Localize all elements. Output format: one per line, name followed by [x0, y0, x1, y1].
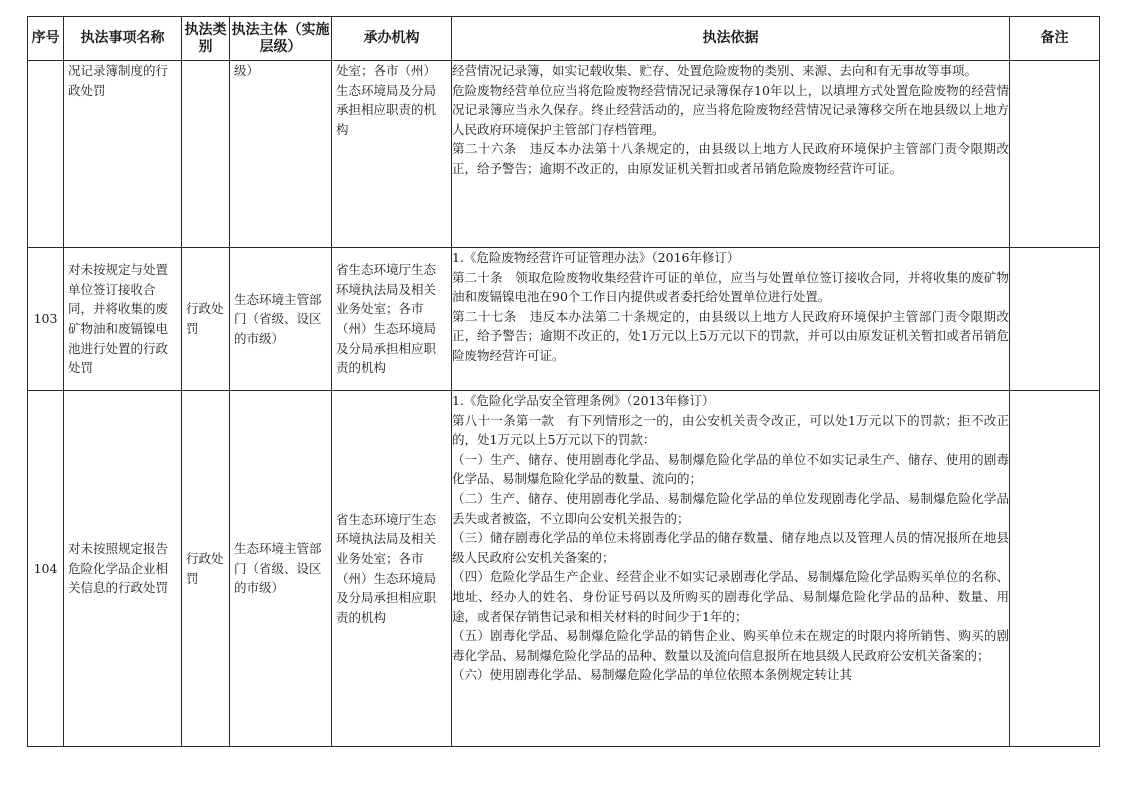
row-no	[28, 61, 64, 248]
row-subject: 生态环境主管部门（省级、设区的市级）	[234, 291, 322, 346]
row-note	[1010, 391, 1100, 747]
basis-paragraph: 经营情况记录簿，如实记载收集、贮存、处置危险废物的类别、来源、去向和有无事故等事项。	[452, 63, 978, 78]
row-org: 省生态环境厅生态环境执法局及相关业务处室；各市（州）生态环境局及分局承担相应职责的机构	[336, 262, 437, 376]
basis-paragraph: （五）剧毒化学品、易制爆危险化学品的销售企业、购买单位未在规定的时限内将所销售、购买的剧毒化学品、易制爆危险化学品的品种、数量以及流向信息报所在地县级人民政府公安机关备案的；	[452, 628, 1009, 663]
basis-paragraph: （六）使用剧毒化学品、易制爆危险化学品的单位依照本条例规定转让其	[452, 667, 853, 683]
basis-paragraph: 第二十六条 违反本办法第十八条规定的，由县级以上地方人民政府环境保护主管部门责令限期改正，给予警告；逾期不改正的，由原发证机关暂扣或者吊销危险废物经营许可证。	[452, 141, 1009, 176]
row-no: 103	[28, 248, 64, 391]
row-basis	[452, 248, 1010, 391]
basis-paragraph: 危险废物经营单位应当将危险废物经营情况记录簿保存10年以上，以填埋方式处置危险废物的经营情况记录簿应当永久保存。终止经营活动的，应当将危险废物经营情况记录簿移交所在地县级以上地方人民政府环境保护主管部门存档管理。	[452, 82, 1009, 137]
row-type: 行政处罚	[186, 550, 224, 586]
basis-paragraph: 第二十七条 违反本办法第二十条规定的，由县级以上地方人民政府环境保护主管部门责令限期改正，给予警告；逾期不改正的，处1万元以上5万元以下的罚款，并可以由原发证机关暂扣或者吊销危险废物经营许可证。	[452, 308, 1009, 363]
col-header-no: 序号	[28, 17, 64, 61]
row-type: 行政处罚	[186, 301, 224, 336]
col-header-subject: 执法主体（实施层级）	[230, 17, 332, 61]
row-name: 对未按规定与处置单位签订接收合同，并将收集的废矿物油和废镉镍电池进行处置的行政处罚	[68, 262, 169, 376]
basis-paragraph: 第八十一条第一款 有下列情形之一的，由公安机关责令改正，可以处1万元以下的罚款；拒不改正的，处1万元以上5万元以下的罚款：	[452, 412, 1009, 448]
row-no: 104	[28, 391, 64, 747]
table-header	[28, 17, 1100, 61]
col-header-type: 执法类别	[182, 17, 230, 61]
basis-paragraph: （二）生产、储存、使用剧毒化学品、易制爆危险化学品的单位发现剧毒化学品、易制爆危险化学品丢失或者被盗，不立即向公安机关报告的；	[452, 490, 1009, 526]
table-row	[28, 248, 1100, 391]
basis-paragraph: 1.《危险化学品安全管理条例》（2013年修订）	[452, 393, 715, 408]
col-header-note: 备注	[1010, 17, 1100, 61]
row-note	[1010, 61, 1100, 248]
row-note	[1010, 248, 1100, 391]
row-basis	[452, 61, 1010, 248]
col-header-org: 承办机构	[332, 17, 452, 61]
basis-paragraph: （四）危险化学品生产企业、经营企业不如实记录剧毒化学品、易制爆危险化学品购买单位的名称、地址、经办人的姓名、身份证号码以及所购买的剧毒化学品、易制爆危险化学品的品种、数量、用途，或者保存销售记录和相关材料的时间少于1年的；	[452, 569, 1009, 624]
table-row	[28, 61, 1100, 248]
enforcement-table	[27, 16, 1100, 747]
row-subject: 级）	[234, 63, 260, 78]
row-name: 对未按照规定报告危险化学品企业相关信息的行政处罚	[68, 541, 169, 596]
row-subject: 生态环境主管部门（省级、设区的市级）	[234, 541, 322, 596]
row-org: 省生态环境厅生态环境执法局及相关业务处室；各市（州）生态环境局及分局承担相应职责的机构	[336, 511, 437, 625]
col-header-name: 执法事项名称	[64, 17, 182, 61]
row-name: 况记录簿制度的行政处罚	[68, 63, 169, 98]
col-header-basis: 执法依据	[452, 17, 1010, 61]
row-org: 处室；各市（州）生态环境局及分局承担相应职责的机构	[336, 63, 437, 137]
basis-paragraph: （三）储存剧毒化学品的单位未将剧毒化学品的储存数量、储存地点以及管理人员的情况报所在地县级人民政府公安机关备案的；	[452, 530, 1009, 565]
basis-paragraph: 1.《危险废物经营许可证管理办法》（2016年修订）	[452, 250, 740, 265]
table-row	[28, 391, 1100, 747]
row-basis	[452, 391, 1010, 747]
basis-paragraph: （一）生产、储存、使用剧毒化学品、易制爆危险化学品的单位不如实记录生产、储存、使用的剧毒化学品、易制爆危险化学品的数量、流向的；	[452, 451, 1009, 487]
basis-paragraph: 第二十条 领取危险废物收集经营许可证的单位，应当与处置单位签订接收合同，并将收集的废矿物油和废镉镍电池在90个工作日内提供或者委托给处置单位进行处置。	[452, 269, 1009, 305]
